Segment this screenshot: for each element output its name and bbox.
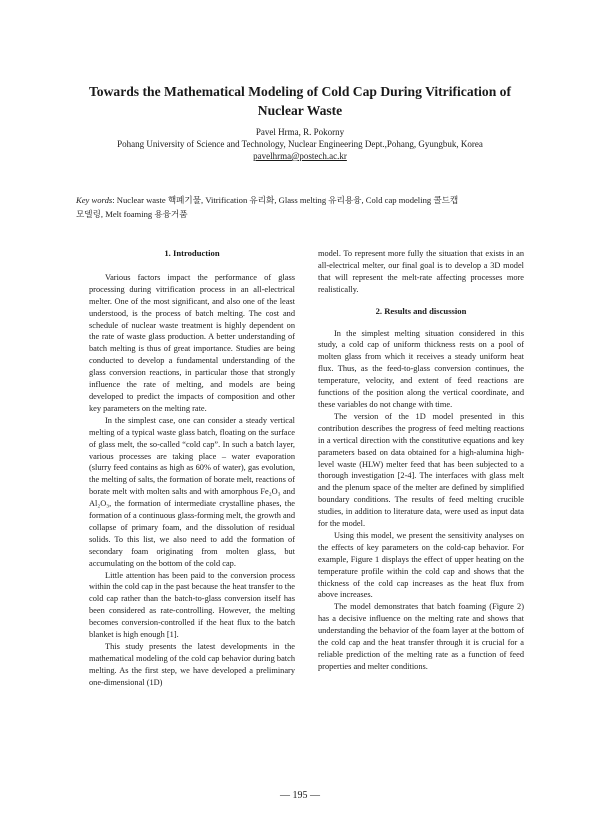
paragraph: This study presents the latest developments in the mathematical modeling of the cold cap behavior during batch melting. As the first step, we have developed a preliminary one-dimensional (1D) [89,642,295,687]
section-heading-introduction: 1. Introduction [164,248,220,258]
paragraph: The model demonstrates that batch foaming (Figure 2) has a decisive influence on the melting rate and shows that understanding the behavior of the foam layer at the bottom of the cold cap and the heat transfer through it is crucial for a reliable prediction of the melting rate as a function of feed properties and melter conditions. [318,602,524,671]
title-line-2: Nuclear Waste [257,103,343,118]
author-block [60,126,540,162]
section-heading-results: 2. Results and discussion [375,305,467,316]
paragraph: Using this model, we present the sensitivity analyses on the effects of key parameters on the cold-cap behavior. For example, Figure 1 displays the effect of upper heating on the temperature profile within the cold cap and shows that the thickness of the cold cap increases as the heat flux from above increases. [318,530,524,600]
keywords [76,193,526,221]
keywords-line-1 [76,193,526,207]
author-affiliation: Pohang University of Science and Technology, Nuclear Engineering Dept.,Pohang, Gyungbuk, Korea [117,139,483,149]
paragraph: The version of the 1D model presented in this contribution describes the progress of feed melting reactions in a vertical direction with the constitutive equations and key parameters based on data obtained for a high-alumina high-level waste (HLW) melter feed that has been subjected to a thorough investigation [2-4]. The interfaces with glass melt and the plenum space of the melter are defined by simplified boundary conditions. The results of feed melting crucible studies, in addition to literature data, were used as input data for the model. [318,411,524,529]
keywords-text-2: 모델링, Melt foaming 용융거품 [76,209,188,219]
paragraph: Various factors impact the performance of glass processing during vitrification process in an all-electrical melter. One of the most significant, and also one of the least understood, is the process of batch melting. The cost and schedule of nuclear waste treatment is highly dependent on the rate of waste glass production. A better understanding of batch melting is thus of great importance. Studies are being conducted to develop a fundamental understanding of the glass conversion reactions, in particular those that strongly influence the rate of melting, and models are being developed to predict the impacts of composition and other key parameters on the melting rate. [89,272,295,413]
author-names: Pavel Hrma, R. Pokorny [255,127,345,137]
paper-title [60,82,540,120]
page-number: — 195 — [280,790,320,801]
left-column [89,248,295,689]
paragraph: In the simplest case, one can consider a steady vertical melting of a typical waste glass batch, floating on the surface of glass melt, the so-called “cold cap”. In such a batch layer, various processes are taking place – water evaporation (slurry feed contains as high as 60% of water), gas evolution, the melting of salts, the formation of borate melt, reactions of borate melt with molten salts and with amorphous Fe₂O₃ and Al₂O₃, the formation of intermediate crystalline phases, the formation of a continuous glass-forming melt, the growth and collapse of primary foam, and the dissolution of residual solids. To this list, we also need to add the formation of secondary foam originating from molten glass, but accumulating on the bottom of the cold cap. [89,415,296,568]
paragraph: Little attention has been paid to the conversion process within the cold cap in the past because the heat transfer to the cold cap rather than the batch-to-glass conversion itself has been considered as rate-controlling. However, the melting becomes conversion-controlled if the heat flux to the batch blanket is high enough [1]. [89,570,295,640]
paragraph: model. To represent more fully the situation that exists in an all-electrical melter, our final goal is to develop a 3D model that will represent the melt-rate affecting processes more realistically. [318,249,524,294]
author-email[interactable]: pavelhrma@postech.ac.kr [253,151,347,161]
title-line-1: Towards the Mathematical Modeling of Cold Cap During Vitrification of [88,84,512,99]
paragraph: In the simplest melting situation considered in this study, a cold cap of uniform thickness rests on a pool of molten glass from which it receives a steady uniform heat flux. Thus, as the feed-to-glass conversion continues, the temperature, velocity, and extent of feed reactions are functions of the position along the vertical coordinate, and these variables do not change with time. [318,328,524,409]
keywords-text-1: : Nuclear waste 핵폐기물, Vitrification 유리화, Glass melting 유리용융, Cold cap modeling 콜드캡 [112,195,459,205]
keywords-label: Key words [76,195,113,205]
right-column [318,248,524,673]
